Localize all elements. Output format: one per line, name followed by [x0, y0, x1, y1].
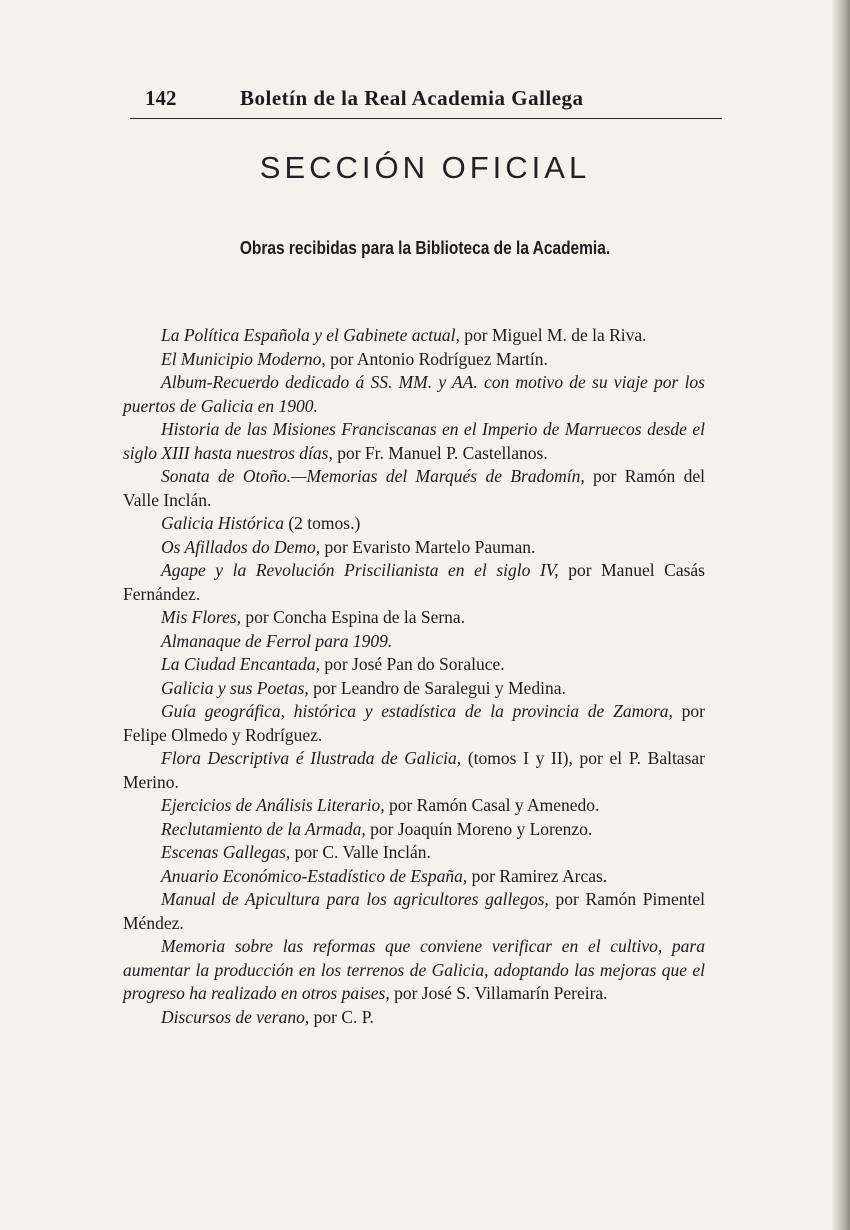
list-item: Ejercicios de Análisis Literario, por Ramón Casal y Amenedo.: [161, 795, 600, 815]
page-number: 142: [145, 86, 177, 110]
list-item: Sonata de Otoño.—Memorias del Marqués de Bradomín, por Ramón del Valle Inclán.: [123, 466, 705, 510]
list-item: Almanaque de Ferrol para 1909.: [161, 630, 393, 651]
entries-list: [123, 324, 705, 1029]
list-item: Reclutamiento de la Armada, por Joaquín Moreno y Lorenzo.: [161, 818, 593, 839]
list-item: Galicia y sus Poetas, por Leandro de Saralegui y Medina.: [161, 677, 566, 698]
list-item: Discursos de verano, por C. P.: [161, 1006, 374, 1027]
list-item: Historia de las Misiones Franciscanas en el Imperio de Marruecos desde el siglo XIII hasta nuestros días, por Fr. Manuel P. Castellanos.: [123, 419, 705, 463]
list-item: Guía geográfica, histórica y estadística de la provincia de Zamora, por Felipe Olmedo y Rodríguez.: [123, 701, 705, 745]
book-binding-edge: [832, 0, 850, 1230]
list-item: El Municipio Moderno, por Antonio Rodríguez Martín.: [161, 348, 548, 369]
section-subtitle: Obras recibidas para la Biblioteca de la Academia.: [239, 238, 611, 258]
header-rule: [130, 118, 722, 119]
list-item: Memoria sobre las reformas que conviene verificar en el cultivo, para aumentar la producción en los terrenos de Galicia, adoptando las mejoras que el progreso ha realizado en otros paises, por José S. Villamarín Pereira.: [123, 936, 705, 1003]
list-item: Manual de Apicultura para los agricultores gallegos, por Ramón Pimentel Méndez.: [123, 889, 705, 933]
list-item: Album-Recuerdo dedicado á SS. MM. y AA. con motivo de su viaje por los puertos de Galicia en 1900.: [123, 372, 705, 416]
list-item: Os Afillados do Demo, por Evaristo Martelo Pauman.: [161, 536, 536, 557]
list-item: Galicia Histórica (2 tomos.): [161, 513, 361, 533]
list-item: La Política Española y el Gabinete actual, por Miguel M. de la Riva.: [161, 325, 647, 345]
list-item: Agape y la Revolución Priscilianista en el siglo IV, por Manuel Casás Fernández.: [123, 560, 705, 604]
running-title: Boletín de la Real Academia Gallega: [240, 86, 584, 110]
list-item: Flora Descriptiva é Ilustrada de Galicia, (tomos I y II), por el P. Baltasar Merino.: [123, 748, 705, 792]
list-item: Escenas Gallegas, por C. Valle Inclán.: [161, 842, 431, 862]
list-item: Anuario Económico-Estadístico de España, por Ramirez Arcas.: [161, 865, 608, 886]
list-item: Mis Flores, por Concha Espina de la Serna.: [161, 607, 466, 627]
section-title: SECCIÓN OFICIAL: [259, 150, 591, 185]
running-header: [145, 86, 615, 111]
list-item: La Ciudad Encantada, por José Pan do Soraluce.: [161, 654, 505, 674]
